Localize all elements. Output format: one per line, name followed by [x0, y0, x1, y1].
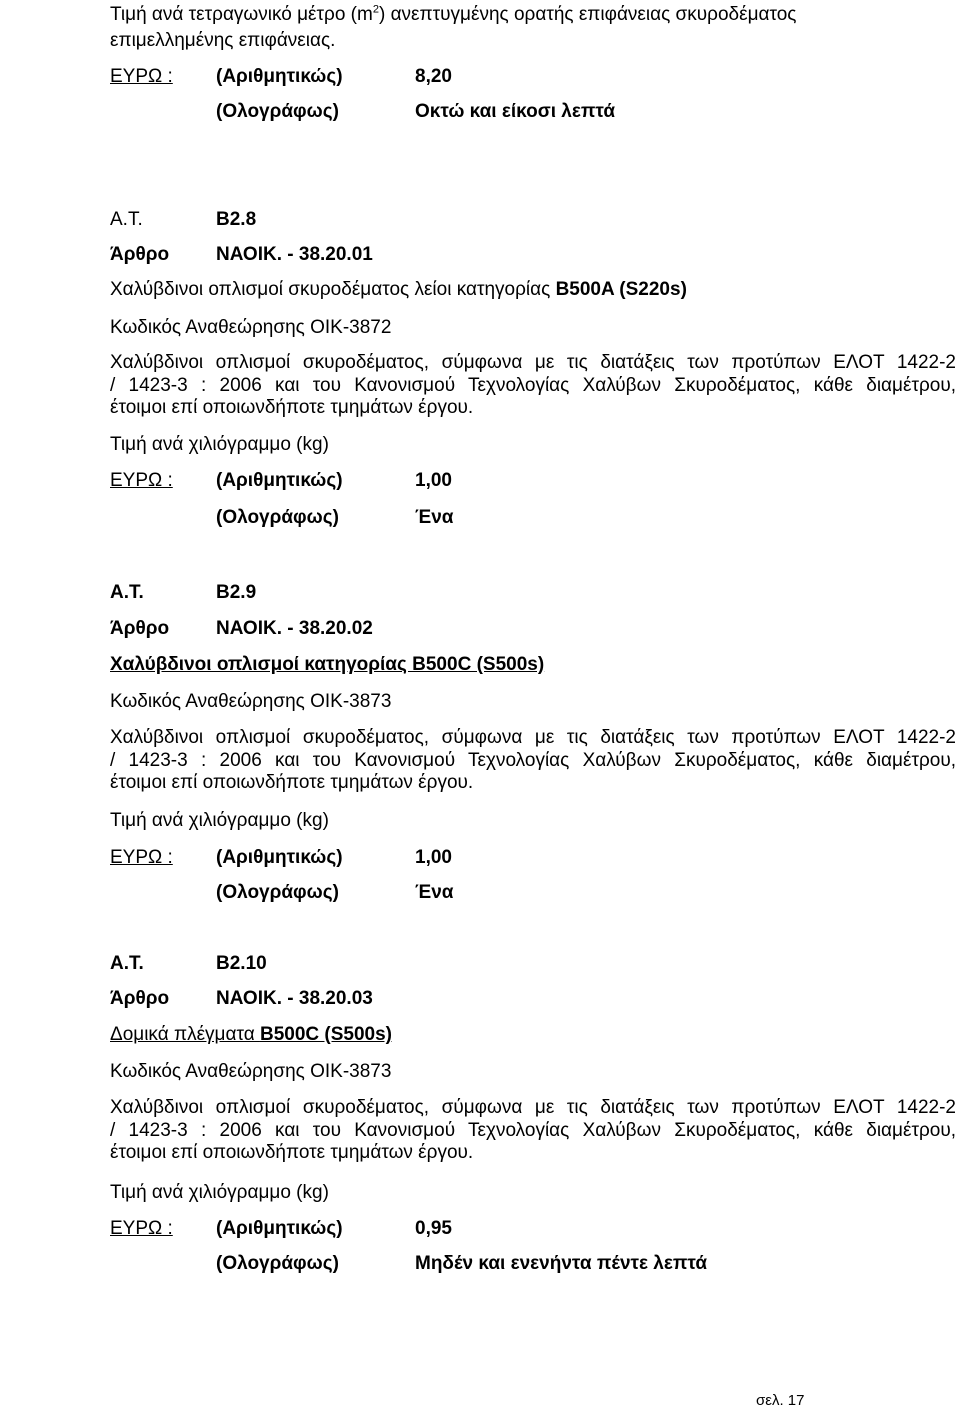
article-label: Άρθρο — [110, 618, 170, 639]
price-numeric-row — [110, 470, 956, 492]
words-label: (Ολογράφως) — [216, 882, 339, 903]
superscript: 2 — [372, 3, 379, 16]
article-row — [110, 988, 956, 1010]
article-value: ΝΑΟΙΚ. - 38.20.02 — [216, 618, 373, 639]
at-row — [110, 209, 956, 231]
item-title — [110, 1024, 392, 1046]
numeric-label: (Αριθμητικώς) — [216, 1218, 343, 1239]
desc-line: έτοιμοι επί οποιωνδήποτε τμημάτων έργου. — [110, 397, 474, 418]
title-bold: Χαλύβδινοι οπλισμοί κατηγορίας B500C (S500s) — [110, 654, 545, 675]
desc-line: Χαλύβδινοι οπλισμοί σκυροδέματος, σύμφωνα με τις διατάξεις των προτύπων ΕΛΟΤ 1422-2 — [110, 1097, 956, 1118]
title-text: Χαλύβδινοι οπλισμοί σκυροδέματος λείοι κατηγορίας — [110, 279, 556, 300]
item-title — [110, 279, 687, 301]
intro-line-1 — [110, 4, 796, 26]
article-value: ΝΑΟΙΚ. - 38.20.03 — [216, 988, 373, 1009]
at-value: Β2.10 — [216, 953, 267, 974]
at-label: Α.Τ. — [110, 209, 143, 230]
desc-line: / 1423-3 : 2006 και του Κανονισμού Τεχνολογίας Χαλύβων Σκυροδέματος, κάθε διαμέτρου, — [110, 374, 956, 396]
currency-label: ΕΥΡΩ : — [110, 1218, 173, 1239]
numeric-value: 0,95 — [415, 1218, 452, 1239]
title-bold: B500A (S220s) — [555, 279, 687, 300]
words-value: Ένα — [415, 507, 454, 528]
words-value: Μηδέν και ενενήντα πέντε λεπτά — [415, 1253, 708, 1274]
numeric-value: 1,00 — [415, 470, 452, 491]
at-value: Β2.9 — [216, 582, 257, 603]
page-number: σελ. 17 — [756, 1392, 805, 1409]
price-numeric-row — [110, 66, 956, 88]
desc-line: έτοιμοι επί οποιωνδήποτε τμημάτων έργου. — [110, 772, 474, 793]
currency-label: ΕΥΡΩ : — [110, 66, 173, 87]
desc-line: Χαλύβδινοι οπλισμοί σκυροδέματος, σύμφωνα με τις διατάξεις των προτύπων ΕΛΟΤ 1422-2 — [110, 727, 956, 748]
numeric-label: (Αριθμητικώς) — [216, 470, 343, 491]
unit-label: Τιμή ανά χιλιόγραμμο (kg) — [110, 434, 329, 455]
item-description — [110, 727, 956, 795]
at-label: Α.Τ. — [110, 582, 144, 603]
revision-code: Κωδικός Αναθεώρησης ΟΙΚ-3873 — [110, 1061, 392, 1082]
words-value: Οκτώ και είκοσι λεπτά — [415, 101, 616, 122]
desc-line: / 1423-3 : 2006 και του Κανονισμού Τεχνολογίας Χαλύβων Σκυροδέματος, κάθε διαμέτρου, — [110, 749, 956, 771]
at-value: Β2.8 — [216, 209, 257, 230]
desc-line: / 1423-3 : 2006 και του Κανονισμού Τεχνολογίας Χαλύβων Σκυροδέματος, κάθε διαμέτρου, — [110, 1119, 956, 1141]
unit-label: Τιμή ανά χιλιόγραμμο (kg) — [110, 810, 329, 831]
at-label: Α.Τ. — [110, 953, 144, 974]
words-label: (Ολογράφως) — [216, 507, 339, 528]
numeric-label: (Αριθμητικώς) — [216, 66, 343, 87]
currency-label: ΕΥΡΩ : — [110, 847, 173, 868]
intro-text: ) ανεπτυγμένης ορατής επιφάνειας σκυροδέματος — [378, 4, 797, 25]
intro-line-2: επιμελλημένης επιφάνειας. — [110, 30, 336, 51]
item-description — [110, 1097, 956, 1165]
revision-code: Κωδικός Αναθεώρησης ΟΙΚ-3872 — [110, 317, 392, 338]
price-numeric-row — [110, 1218, 956, 1240]
numeric-value: 8,20 — [415, 66, 452, 87]
article-label: Άρθρο — [110, 244, 170, 265]
item-title — [110, 654, 544, 676]
numeric-value: 1,00 — [415, 847, 452, 868]
words-label: (Ολογράφως) — [216, 1253, 339, 1274]
article-row — [110, 618, 956, 640]
price-numeric-row — [110, 847, 956, 869]
article-value: ΝΑΟΙΚ. - 38.20.01 — [216, 244, 373, 265]
words-value: Ένα — [415, 882, 454, 903]
unit-label: Τιμή ανά χιλιόγραμμο (kg) — [110, 1182, 329, 1203]
item-description — [110, 352, 956, 420]
article-label: Άρθρο — [110, 988, 170, 1009]
numeric-label: (Αριθμητικώς) — [216, 847, 343, 868]
intro-text: Τιμή ανά τετραγωνικό μέτρο (m — [110, 4, 373, 25]
desc-line: έτοιμοι επί οποιωνδήποτε τμημάτων έργου. — [110, 1142, 474, 1163]
article-row — [110, 244, 956, 266]
currency-label: ΕΥΡΩ : — [110, 470, 173, 491]
at-row — [110, 582, 956, 604]
desc-line: Χαλύβδινοι οπλισμοί σκυροδέματος, σύμφωνα με τις διατάξεις των προτύπων ΕΛΟΤ 1422-2 — [110, 352, 956, 373]
title-bold: B500C (S500s) — [259, 1024, 392, 1045]
words-label: (Ολογράφως) — [216, 101, 339, 122]
title-text: Δομικά πλέγματα — [110, 1024, 260, 1045]
at-row — [110, 953, 956, 975]
revision-code: Κωδικός Αναθεώρησης ΟΙΚ-3873 — [110, 691, 392, 712]
